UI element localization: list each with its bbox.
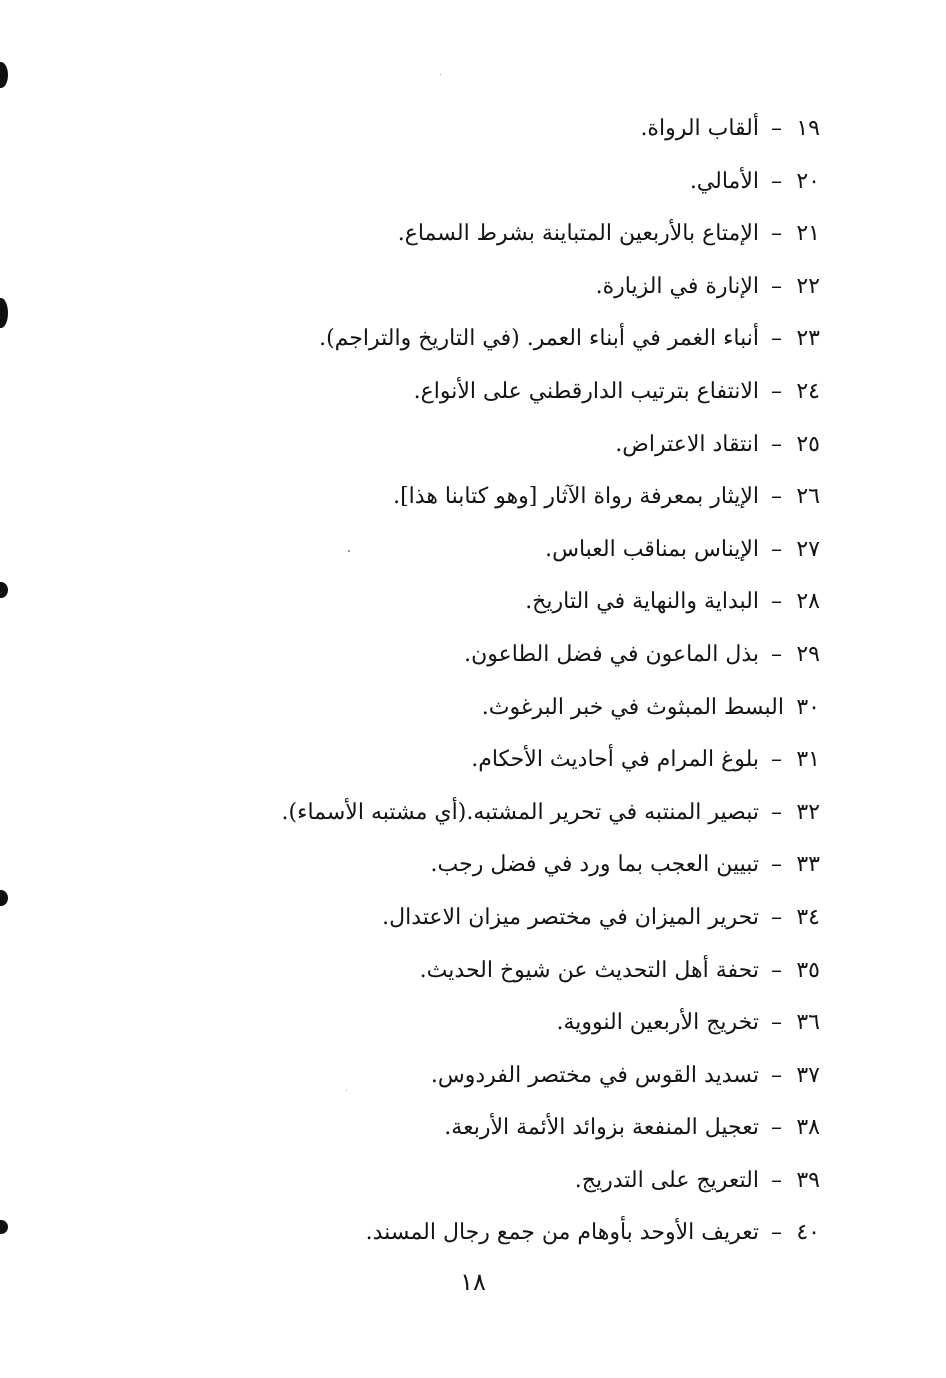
entry-title: تسديد القوس في مختصر الفردوس. <box>430 1062 759 1088</box>
scan-speck <box>348 550 350 552</box>
list-item <box>260 419 820 472</box>
entry-number: ٢٤ <box>796 378 820 404</box>
entry-title: الإمتاع بالأربعين المتباينة بشرط السماع. <box>397 221 759 247</box>
entry-title: بذل الماعون في فضل الطاعون. <box>464 641 759 667</box>
entry-number: ٣٩ <box>796 1167 820 1193</box>
list-item <box>260 1207 820 1260</box>
entry-number: ٢٣ <box>796 326 820 352</box>
entry-title: تحرير الميزان في مختصر ميزان الاعتدال. <box>382 904 759 930</box>
entry-dash: – <box>771 589 782 615</box>
entry-dash: – <box>771 799 782 825</box>
scan-blot <box>0 298 8 328</box>
list-item <box>260 156 820 209</box>
entry-dash: – <box>771 536 782 562</box>
entry-title: تحفة أهل التحديث عن شيوخ الحديث. <box>419 957 759 983</box>
list-item <box>260 1050 820 1103</box>
entry-dash: – <box>771 1062 782 1088</box>
entry-title: تخريج الأربعين النووية. <box>556 1010 759 1036</box>
entry-number: ٣٦ <box>796 1010 820 1036</box>
entry-dash: – <box>771 747 782 773</box>
entry-number: ٢١ <box>796 221 820 247</box>
entry-title: البسط المبثوث في خبر البرغوث. <box>481 694 784 720</box>
entry-number: ٣٨ <box>796 1115 820 1141</box>
list-item <box>260 892 820 945</box>
entry-title: تعريف الأوحد بأوهام من جمع رجال المسند. <box>365 1220 759 1246</box>
entry-title: الأمالي. <box>689 168 759 194</box>
list-item <box>260 576 820 629</box>
list-item <box>260 629 820 682</box>
list-item <box>260 945 820 998</box>
scan-blot <box>0 1220 8 1234</box>
entry-number: ٣٤ <box>796 904 820 930</box>
entry-title: تبيين العجب بما ورد في فضل رجب. <box>430 852 759 878</box>
entry-dash: – <box>771 641 782 667</box>
entry-title: أنباء الغمر في أبناء العمر. (في التاريخ والتراجم). <box>319 326 759 352</box>
list-item <box>260 787 820 840</box>
list-item <box>260 313 820 366</box>
scan-blot <box>0 890 8 906</box>
entry-number: ٢٧ <box>796 536 820 562</box>
entry-title: انتقاد الاعتراض. <box>615 431 759 457</box>
entry-number: ٢٢ <box>796 273 820 299</box>
scan-blot <box>0 62 8 88</box>
entry-dash: – <box>771 326 782 352</box>
entry-dash: – <box>771 221 782 247</box>
entry-number: ٢٦ <box>796 484 820 510</box>
entry-dash: – <box>771 1220 782 1246</box>
entry-title: تبصير المنتبه في تحرير المشتبه.(أي مشتبه الأسماء). <box>281 799 759 825</box>
entry-dash: – <box>771 852 782 878</box>
entry-dash: – <box>771 168 782 194</box>
entry-dash: – <box>771 957 782 983</box>
entry-number: ٣١ <box>796 747 820 773</box>
list-item <box>260 839 820 892</box>
entry-title: الإيناس بمناقب العباس. <box>545 536 759 562</box>
entry-title: الإيثار بمعرفة رواة الآثار [وهو كتابنا هذا]. <box>393 484 759 510</box>
list-item <box>260 997 820 1050</box>
entry-title: بلوغ المرام في أحاديث الأحكام. <box>471 747 759 773</box>
scan-speck <box>346 1090 347 1091</box>
entry-title: الانتفاع بترتيب الدارقطني على الأنواع. <box>413 378 759 404</box>
entry-number: ٣٠ <box>796 694 820 720</box>
entry-dash: – <box>771 273 782 299</box>
entry-title: البداية والنهاية في التاريخ. <box>525 589 759 615</box>
entry-number: ٢٠ <box>796 168 820 194</box>
entry-dash: – <box>771 904 782 930</box>
list-item <box>260 208 820 261</box>
entry-title: ألقاب الرواة. <box>640 116 759 141</box>
entry-dash: – <box>771 431 782 457</box>
entry-dash: – <box>771 1010 782 1036</box>
book-list <box>260 103 820 1260</box>
entry-number: ٣٧ <box>796 1062 820 1088</box>
list-item <box>260 471 820 524</box>
list-item <box>260 103 820 156</box>
list-item <box>260 366 820 419</box>
entry-title: تعجيل المنفعة بزوائد الأئمة الأربعة. <box>444 1115 759 1141</box>
list-item <box>260 1102 820 1155</box>
list-item <box>260 1155 820 1208</box>
entry-title: التعريج على التدريج. <box>574 1167 759 1193</box>
list-item <box>260 261 820 314</box>
list-item <box>260 682 820 735</box>
entry-number: ٣٣ <box>796 852 820 878</box>
entry-title: الإنارة في الزيارة. <box>595 273 759 299</box>
entry-dash: – <box>771 484 782 510</box>
page-number: ١٨ <box>460 1268 486 1296</box>
entry-number: ٢٩ <box>796 641 820 667</box>
entry-number: ٢٥ <box>796 431 820 457</box>
entry-dash: – <box>771 1167 782 1193</box>
list-item <box>260 734 820 787</box>
entry-dash: – <box>771 1115 782 1141</box>
entry-number: ٢٨ <box>796 589 820 615</box>
entry-number: ٣٢ <box>796 799 820 825</box>
entry-number: ٤٠ <box>796 1220 820 1246</box>
entry-dash: – <box>771 116 782 141</box>
list-item <box>260 524 820 577</box>
entry-number: ١٩ <box>796 116 820 141</box>
scan-blot <box>0 582 8 598</box>
scan-speck <box>440 74 441 75</box>
entry-dash: – <box>771 378 782 404</box>
entry-number: ٣٥ <box>796 957 820 983</box>
